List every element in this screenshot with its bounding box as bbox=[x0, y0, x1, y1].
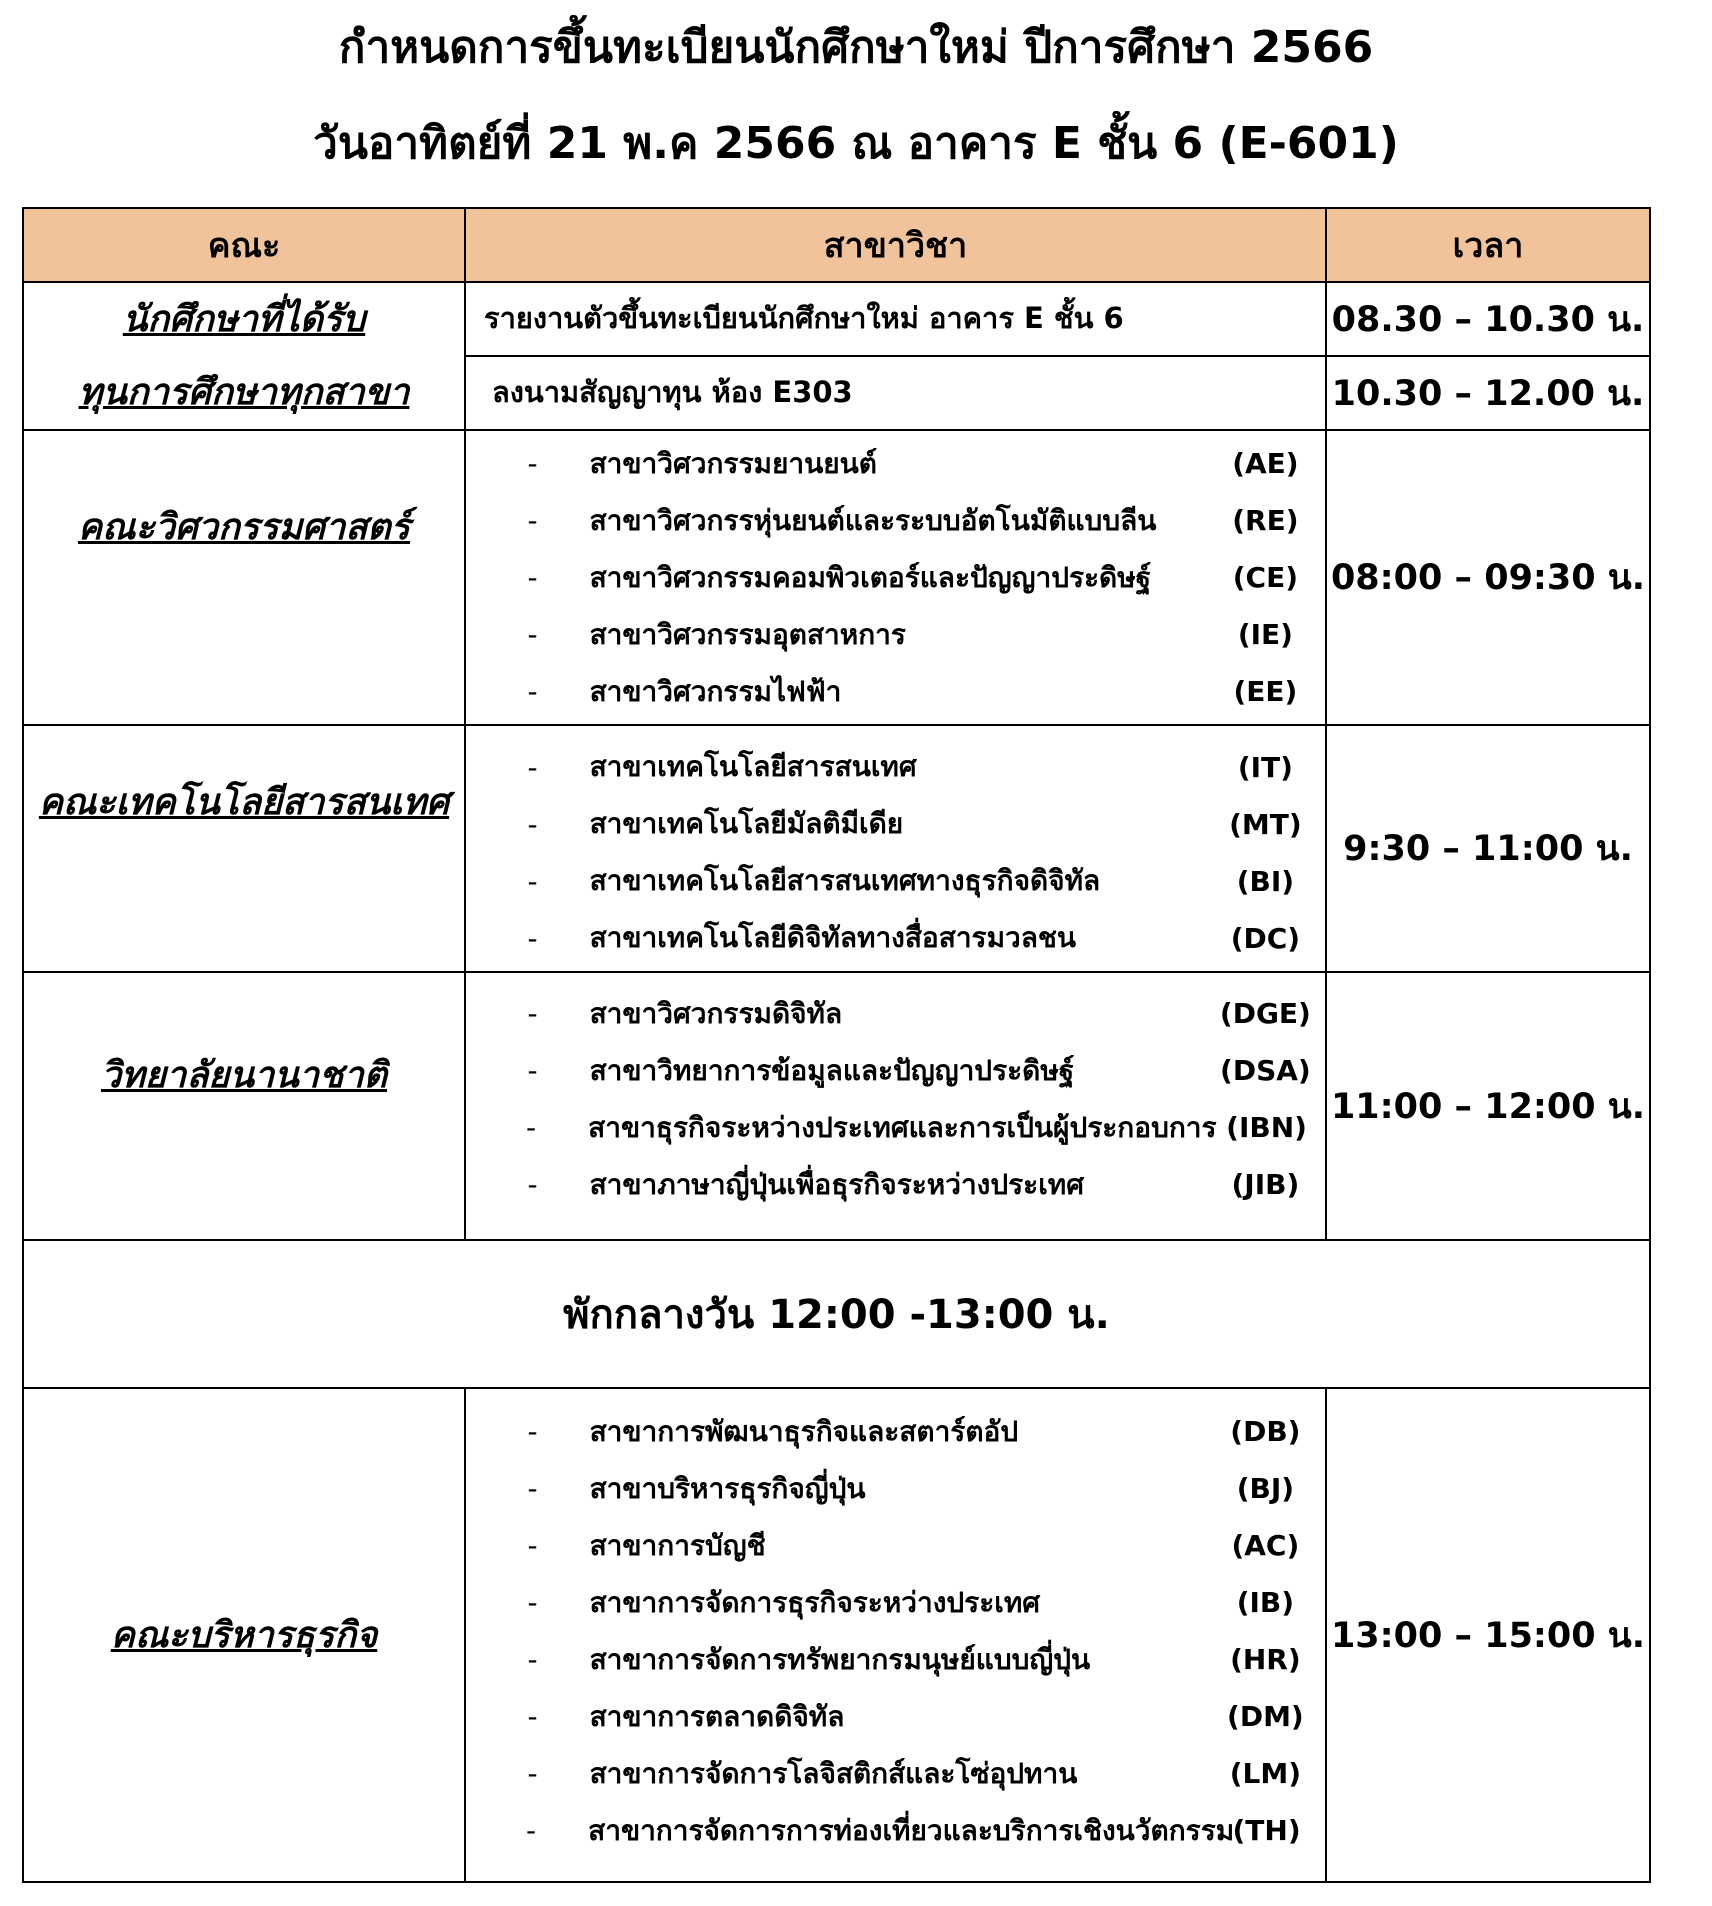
program-bullet: - bbox=[527, 618, 538, 651]
program-item bbox=[466, 853, 1325, 910]
scholarship-sign-time: 10.30 – 12.00 น. bbox=[1326, 356, 1650, 430]
program-code: (TH) bbox=[1232, 1814, 1301, 1847]
schedule-table bbox=[22, 207, 1651, 1883]
scholarship-row-1 bbox=[23, 282, 1650, 356]
program-item bbox=[466, 1745, 1325, 1802]
program-name: สาขาการจัดการการท่องเที่ยวและบริการเชิงนวัตกรรม bbox=[588, 1813, 1235, 1847]
program-name: สาขาเทคโนโลยีดิจิทัลทางสื่อสารมวลชน bbox=[589, 921, 1077, 954]
program-bullet: - bbox=[527, 1700, 538, 1733]
scholarship-report-text: รายงานตัวขึ้นทะเบียนนักศึกษาใหม่ อาคาร E ชั้น 6 bbox=[465, 282, 1326, 356]
program-code: (EE) bbox=[1233, 675, 1298, 708]
program-bullet: - bbox=[527, 675, 538, 708]
program-code: (BI) bbox=[1236, 864, 1295, 898]
program-code: (DB) bbox=[1230, 1415, 1301, 1448]
program-name: สาขาวิศวกรรมอุตสาหการ bbox=[589, 617, 906, 651]
program-item bbox=[466, 985, 1325, 1042]
program-name: สาขาเทคโนโลยีสารสนเทศทางธุรกิจดิจิทัล bbox=[589, 864, 1101, 897]
program-name: สาขาภาษาญี่ปุ่นเพื่อธุรกิจระหว่างประเทศ bbox=[589, 1167, 1085, 1201]
program-item bbox=[466, 1802, 1325, 1859]
program-bullet: - bbox=[527, 1168, 538, 1201]
international-row bbox=[23, 972, 1650, 1240]
it-time: 9:30 – 11:00 น. bbox=[1326, 725, 1650, 972]
program-bullet: - bbox=[527, 1586, 538, 1619]
program-code: (IT) bbox=[1237, 750, 1293, 784]
it-faculty: คณะเทคโนโลยีสารสนเทศ bbox=[23, 725, 465, 972]
program-name: สาขาการจัดการธุรกิจระหว่างประเทศ bbox=[589, 1585, 1041, 1619]
program-item bbox=[466, 1156, 1325, 1213]
program-code: (DGE) bbox=[1219, 997, 1311, 1030]
program-bullet: - bbox=[527, 750, 538, 784]
program-code: (HR) bbox=[1230, 1643, 1301, 1676]
program-bullet: - bbox=[527, 864, 538, 898]
program-item bbox=[466, 549, 1325, 606]
lunch-break: พักกลางวัน 12:00 -13:00 น. bbox=[23, 1240, 1650, 1388]
program-bullet: - bbox=[527, 1643, 538, 1676]
program-code: (LM) bbox=[1229, 1757, 1302, 1790]
program-item bbox=[466, 1631, 1325, 1688]
international-faculty: วิทยาลัยนานาชาติ bbox=[23, 972, 465, 1240]
international-programs bbox=[465, 972, 1326, 1240]
program-bullet: - bbox=[527, 561, 538, 594]
program-name: สาขาการจัดการทรัพยากรมนุษย์แบบญี่ปุ่น bbox=[589, 1642, 1091, 1676]
scholarship-faculty-line2: ทุนการศึกษาทุกสาขา bbox=[78, 372, 410, 413]
program-bullet: - bbox=[527, 807, 538, 841]
scholarship-report-time: 08.30 – 10.30 น. bbox=[1326, 282, 1650, 356]
program-item bbox=[466, 663, 1325, 720]
program-item bbox=[466, 435, 1325, 492]
program-item bbox=[466, 1517, 1325, 1574]
business-time: 13:00 – 15:00 น. bbox=[1326, 1388, 1650, 1882]
program-item bbox=[466, 1688, 1325, 1745]
engineering-faculty: คณะวิศวกรรมศาสตร์ bbox=[23, 430, 465, 725]
scholarship-faculty-line1: นักศึกษาที่ได้รับ bbox=[122, 299, 366, 340]
program-code: (CE) bbox=[1232, 561, 1299, 594]
business-row bbox=[23, 1388, 1650, 1882]
header-time: เวลา bbox=[1326, 208, 1650, 282]
program-name: สาขาธุรกิจระหว่างประเทศและการเป็นผู้ประกอบการ bbox=[588, 1110, 1217, 1144]
program-code: (AE) bbox=[1232, 447, 1299, 480]
program-bullet: - bbox=[526, 1814, 537, 1847]
header-program: สาขาวิชา bbox=[465, 208, 1326, 282]
engineering-programs bbox=[465, 430, 1326, 725]
program-bullet: - bbox=[526, 1111, 537, 1144]
program-name: สาขาเทคโนโลยีสารสนเทศ bbox=[589, 750, 917, 783]
program-name: สาขาเทคโนโลยีมัลติมีเดีย bbox=[589, 807, 904, 840]
business-programs bbox=[465, 1388, 1326, 1882]
program-item bbox=[466, 492, 1325, 549]
program-item bbox=[466, 1460, 1325, 1517]
program-code: (DSA) bbox=[1220, 1054, 1311, 1087]
program-bullet: - bbox=[527, 1415, 538, 1448]
header-faculty: คณะ bbox=[23, 208, 465, 282]
lunch-row bbox=[23, 1240, 1650, 1388]
header-row bbox=[23, 208, 1650, 282]
program-item bbox=[466, 739, 1325, 796]
program-code: (RE) bbox=[1232, 504, 1299, 537]
program-item bbox=[466, 796, 1325, 853]
program-name: สาขาวิศวกรรมไฟฟ้า bbox=[589, 674, 842, 708]
program-name: สาขาวิศวกรรมคอมพิวเตอร์และปัญญาประดิษฐ์ bbox=[589, 560, 1152, 594]
program-name: สาขาการตลาดดิจิทัล bbox=[589, 1699, 845, 1733]
program-bullet: - bbox=[527, 1529, 538, 1562]
program-item bbox=[466, 1042, 1325, 1099]
program-bullet: - bbox=[527, 1472, 538, 1505]
program-item bbox=[466, 910, 1325, 967]
scholarship-sign-text: ลงนามสัญญาทุน ห้อง E303 bbox=[465, 356, 1326, 430]
program-code: (DC) bbox=[1230, 921, 1301, 955]
program-code: (JIB) bbox=[1231, 1168, 1300, 1201]
program-bullet: - bbox=[527, 1757, 538, 1790]
program-code: (IE) bbox=[1237, 618, 1293, 651]
international-time: 11:00 – 12:00 น. bbox=[1326, 972, 1650, 1240]
it-row bbox=[23, 725, 1650, 972]
program-name: สาขาวิศวกรรหุ่นยนต์และระบบอัตโนมัติแบบลีน bbox=[589, 503, 1157, 537]
engineering-row bbox=[23, 430, 1650, 725]
program-name: สาขาการพัฒนาธุรกิจและสตาร์ตอัป bbox=[589, 1414, 1019, 1448]
program-code: (AC) bbox=[1231, 1529, 1300, 1562]
page-title: กำหนดการขึ้นทะเบียนนักศึกษาใหม่ ปีการศึกษา 2566 bbox=[338, 22, 1374, 73]
it-programs bbox=[465, 725, 1326, 972]
program-bullet: - bbox=[527, 921, 538, 955]
program-bullet: - bbox=[527, 1054, 538, 1087]
program-code: (IBN) bbox=[1226, 1111, 1307, 1144]
program-name: สาขาวิศวกรรมยานยนต์ bbox=[589, 446, 877, 480]
program-bullet: - bbox=[527, 997, 538, 1030]
program-bullet: - bbox=[527, 504, 538, 537]
program-code: (MT) bbox=[1229, 807, 1302, 841]
program-item bbox=[466, 606, 1325, 663]
engineering-time: 08:00 – 09:30 น. bbox=[1326, 430, 1650, 725]
program-name: สาขาวิทยาการข้อมูลและปัญญาประดิษฐ์ bbox=[589, 1053, 1075, 1087]
program-name: สาขาบริหารธุรกิจญี่ปุ่น bbox=[589, 1471, 866, 1505]
program-item bbox=[466, 1403, 1325, 1460]
program-code: (IB) bbox=[1236, 1586, 1295, 1619]
program-item bbox=[466, 1099, 1325, 1156]
business-faculty: คณะบริหารธุรกิจ bbox=[23, 1388, 465, 1882]
program-code: (DM) bbox=[1227, 1700, 1304, 1733]
scholarship-faculty-cell bbox=[23, 282, 465, 430]
program-code: (BJ) bbox=[1236, 1472, 1295, 1505]
program-bullet: - bbox=[527, 447, 538, 480]
program-name: สาขาการจัดการโลจิสติกส์และโซ่อุปทาน bbox=[589, 1756, 1078, 1790]
program-item bbox=[466, 1574, 1325, 1631]
program-name: สาขาวิศวกรรมดิจิทัล bbox=[589, 996, 843, 1030]
page-subtitle: วันอาทิตย์ที่ 21 พ.ค 2566 ณ อาคาร E ชั้น 6 (E-601) bbox=[313, 118, 1399, 169]
program-name: สาขาการบัญชี bbox=[589, 1528, 766, 1562]
